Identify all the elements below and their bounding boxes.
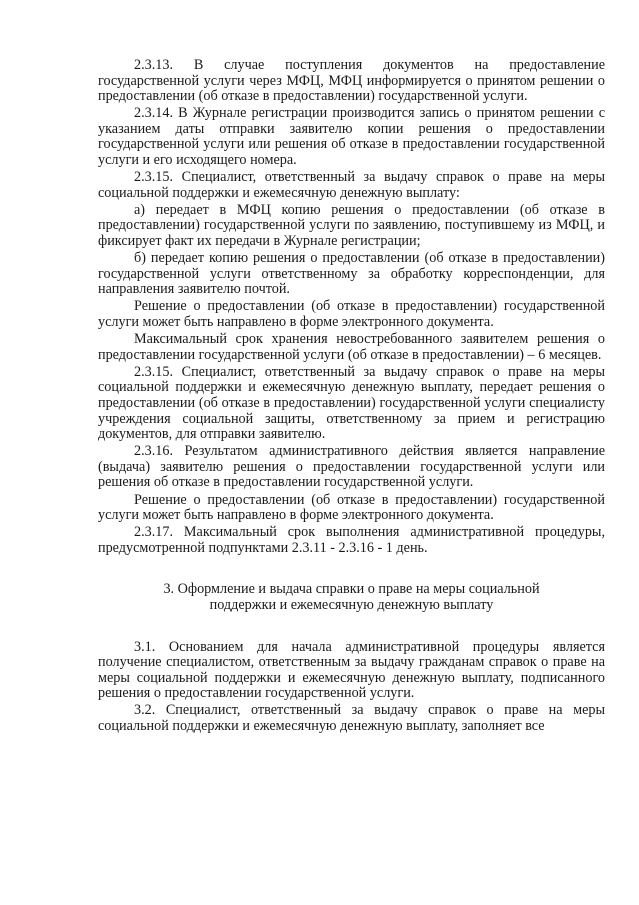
- paragraph-storage-term: Максимальный срок хранения невостребованного заявителем решения о предоставлении государственной услуги (об отказе в предоставлении) – 6 месяцев.: [98, 331, 605, 363]
- paragraph-2-3-17: 2.3.17. Максимальный срок выполнения административной процедуры, предусмотренной подпунктами 2.3.11 - 2.3.16 - 1 день.: [98, 524, 605, 556]
- section-heading: [98, 582, 605, 613]
- paragraph-2-3-16: 2.3.16. Результатом административного действия является направление (выдача) заявителю решения о предоставлении государственной услуги или решения об отказе в предоставлении государственной услуги.: [98, 443, 605, 491]
- paragraph-2-3-13: 2.3.13. В случае поступления документов на предоставление государственной услуги через МФЦ, МФЦ информируется о принятом решении о предоставлении (об отказе в предоставлении) государственной услуги.: [98, 57, 605, 105]
- paragraph-2-3-15: 2.3.15. Специалист, ответственный за выдачу справок о праве на меры социальной поддержки и ежемесячную денежную выплату:: [98, 169, 605, 201]
- paragraph-item-b: б) передает копию решения о предоставлении (об отказе в предоставлении) государственной услуги ответственному за обработку корреспонденции, для направления заявителю почтой.: [98, 250, 605, 298]
- paragraph-3-2: 3.2. Специалист, ответственный за выдачу справок о праве на меры социальной поддержки и ежемесячную денежную выплату, заполняет все: [98, 702, 605, 735]
- paragraph-2-3-15-second: 2.3.15. Специалист, ответственный за выдачу справок о праве на меры социальной поддержки и ежемесячную денежную выплату, передает решения о предоставлении (об отказе в предоставлении) государственной услуги специалисту учреждения социальной защиты, ответственному за прием и регистрацию документов, для отправки заявителю.: [98, 363, 605, 443]
- section-heading-line-2: поддержки и ежемесячную денежную выплату: [209, 597, 494, 613]
- paragraph-electronic-decision-second: Решение о предоставлении (об отказе в предоставлении) государственной услуги может быть направлено в форме электронного документа.: [98, 491, 605, 524]
- section-heading-line-1: 3. Оформление и выдача справки о праве на меры социальной: [163, 581, 540, 598]
- paragraph-item-a: а) передает в МФЦ копию решения о предоставлении (об отказе в предоставлении) государственной услуги по заявлению, поступившему из МФЦ, и фиксирует факт их передачи в Журнале регистрации;: [98, 201, 605, 250]
- paragraph-2-3-14: 2.3.14. В Журнале регистрации производится запись о принятом решении с указанием даты отправки заявителю копии решения о предоставлении государственной услуги или решения об отказе в предоставлении государственной услуги и его исходящего номера.: [98, 105, 605, 169]
- paragraph-electronic-decision: Решение о предоставлении (об отказе в предоставлении) государственной услуги может быть направлено в форме электронного документа.: [98, 298, 605, 330]
- paragraph-3-1: 3.1. Основанием для начала административной процедуры является получение специалистом, ответственным за выдачу гражданам справок о праве на меры социальной поддержки и ежемесячную денежную выплату, подписанного решения о предоставлении государственной услуги.: [98, 638, 605, 702]
